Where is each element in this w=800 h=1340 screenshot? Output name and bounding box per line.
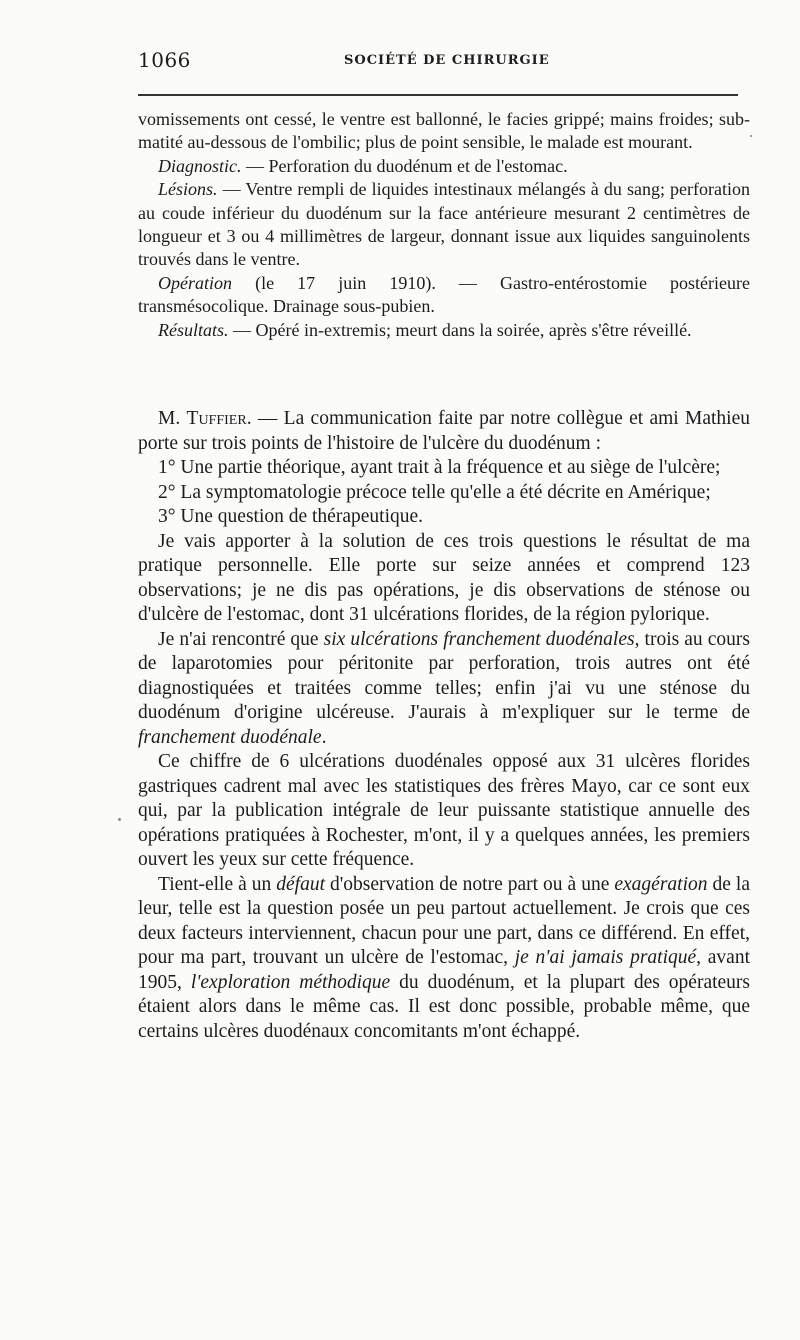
paper-speckle [750,135,752,137]
page-number: 1066 [138,48,191,72]
running-title: SOCIÉTÉ DE CHIRURGIE [344,53,550,68]
p8-text-g: , avant 1905, [138,947,750,993]
diagnostic-text: — Perforation du duodénum et de l'estomac. [241,155,568,176]
case-continuation: vomissements ont cessé, le ventre est ballonné, le facies grippé; mains froides; sub-matité au-dessous de l'ombilic; plus de point sensible, le malade est mourant. [138,109,750,153]
operation-label: Opération [158,272,232,293]
discussion-paragraph-6 [138,628,750,751]
page-header [138,48,750,78]
operation-paragraph [138,272,750,319]
discussion-paragraph-1 [138,407,750,456]
point-1: 1° Une partie théorique, ayant trait à la fréquence et au siège de l'ulcère; [158,457,721,478]
diagnostic-label: Diagnostic. [158,155,242,176]
lesions-label: Lésions. [158,179,218,200]
discussion-paragraph-7: Ce chiffre de 6 ulcérations duodénales opposé aux 31 ulcères florides gastriques cadrent mal avec les statistiques des frères Mayo, car ce sont eux qui, par la publication intégrale de leur puissante statistique annuelle des opérations pratiquées à Rochester, m'ont, il y a quelques années, les premiers ouvert les yeux sur cette fréquence. [138,751,750,870]
p8-emphasis-f: je n'ai jamais pratiqué [514,947,697,968]
lesions-text: — Ventre rempli de liquides intestinaux mélangés à du sang; perforation au coude inférieur du duodénum sur la face antérieure mesurant 2 centimètres de longueur et 3 ou 4 millimètres de largeur, donnant issue aux liquides sanguinolents trouvés dans le ventre. [138,179,750,270]
discussion-paragraph-5: Je vais apporter à la solution de ces trois questions le résultat de ma pratique personnelle. Elle porte sur seize années et comprend 123 observations; je ne dis pas opérations, je dis observations de sténose ou d'ulcère de l'estomac, dont 31 ulcérations florides, de la région pylorique. [138,530,750,625]
speaker-prefix: M. [158,408,187,429]
point-2: 2° La symptomatologie précoce telle qu'elle a été décrite en Amérique; [158,481,711,503]
case-report [138,108,750,342]
operation-text: (le 17 juin 1910). — Gastro-entérostomie postérieure transmésocolique. Drainage sous-pubien. [138,272,750,317]
discussion-paragraph-8 [138,873,750,1045]
diagnostic-paragraph [138,155,750,178]
lesions-paragraph [138,178,750,272]
p8-text-a: Tient-elle à un [158,873,277,895]
p6-text-a: Je n'ai rencontré que [158,628,324,650]
speaker-name: Tuffier [186,408,247,429]
p8-text-i: du duodénum, et la plupart des opérateurs étaient alors dans le même cas. Il est donc possible, probable même, que certains ulcères duodénaux concomitants m'ont échappé. [138,971,751,1042]
resultats-paragraph [138,319,750,342]
p8-emphasis-h: l'exploration méthodique [190,971,391,993]
paper-speckle [118,818,121,821]
p8-text-e: de la leur, telle est la question posée un peu partout actuellement. Je crois que ces deux facteurs interviennent, chacun pour une part, dans ce différend. En effet, pour ma part, trouvant un ulcère de l'estomac, [138,873,750,968]
p8-emphasis-b: défaut [276,873,326,895]
header-rule [138,94,738,96]
p8-text-c: d'observation de notre part ou à une [325,873,615,895]
p6-emphasis-b: six ulcérations franchement duodénales [323,628,635,650]
p6-text-c: , trois au cours de laparotomies pour péritonite par perforation, trois autres ont été diagnostiquées et traitées comme telles; enfin j'ai vu une sténose du duodénum d'origine ulcéreuse. J'aurais à m'expliquer sur le terme de [138,628,750,723]
discussion [138,407,750,1044]
p8-emphasis-d: exagération [614,873,708,895]
resultats-label: Résultats. [158,319,229,340]
discussion-paragraph-1-text: . — La communication faite par notre collègue et ami Mathieu porte sur trois points de l'histoire de l'ulcère du duodénum : [138,408,750,454]
point-3: 3° Une question de thérapeutique. [158,506,424,527]
p6-text-e: . [321,726,327,748]
resultats-text: — Opéré in-extremis; meurt dans la soirée, après s'être réveillé. [228,319,692,340]
p6-emphasis-d: franchement duodénale [138,726,322,748]
